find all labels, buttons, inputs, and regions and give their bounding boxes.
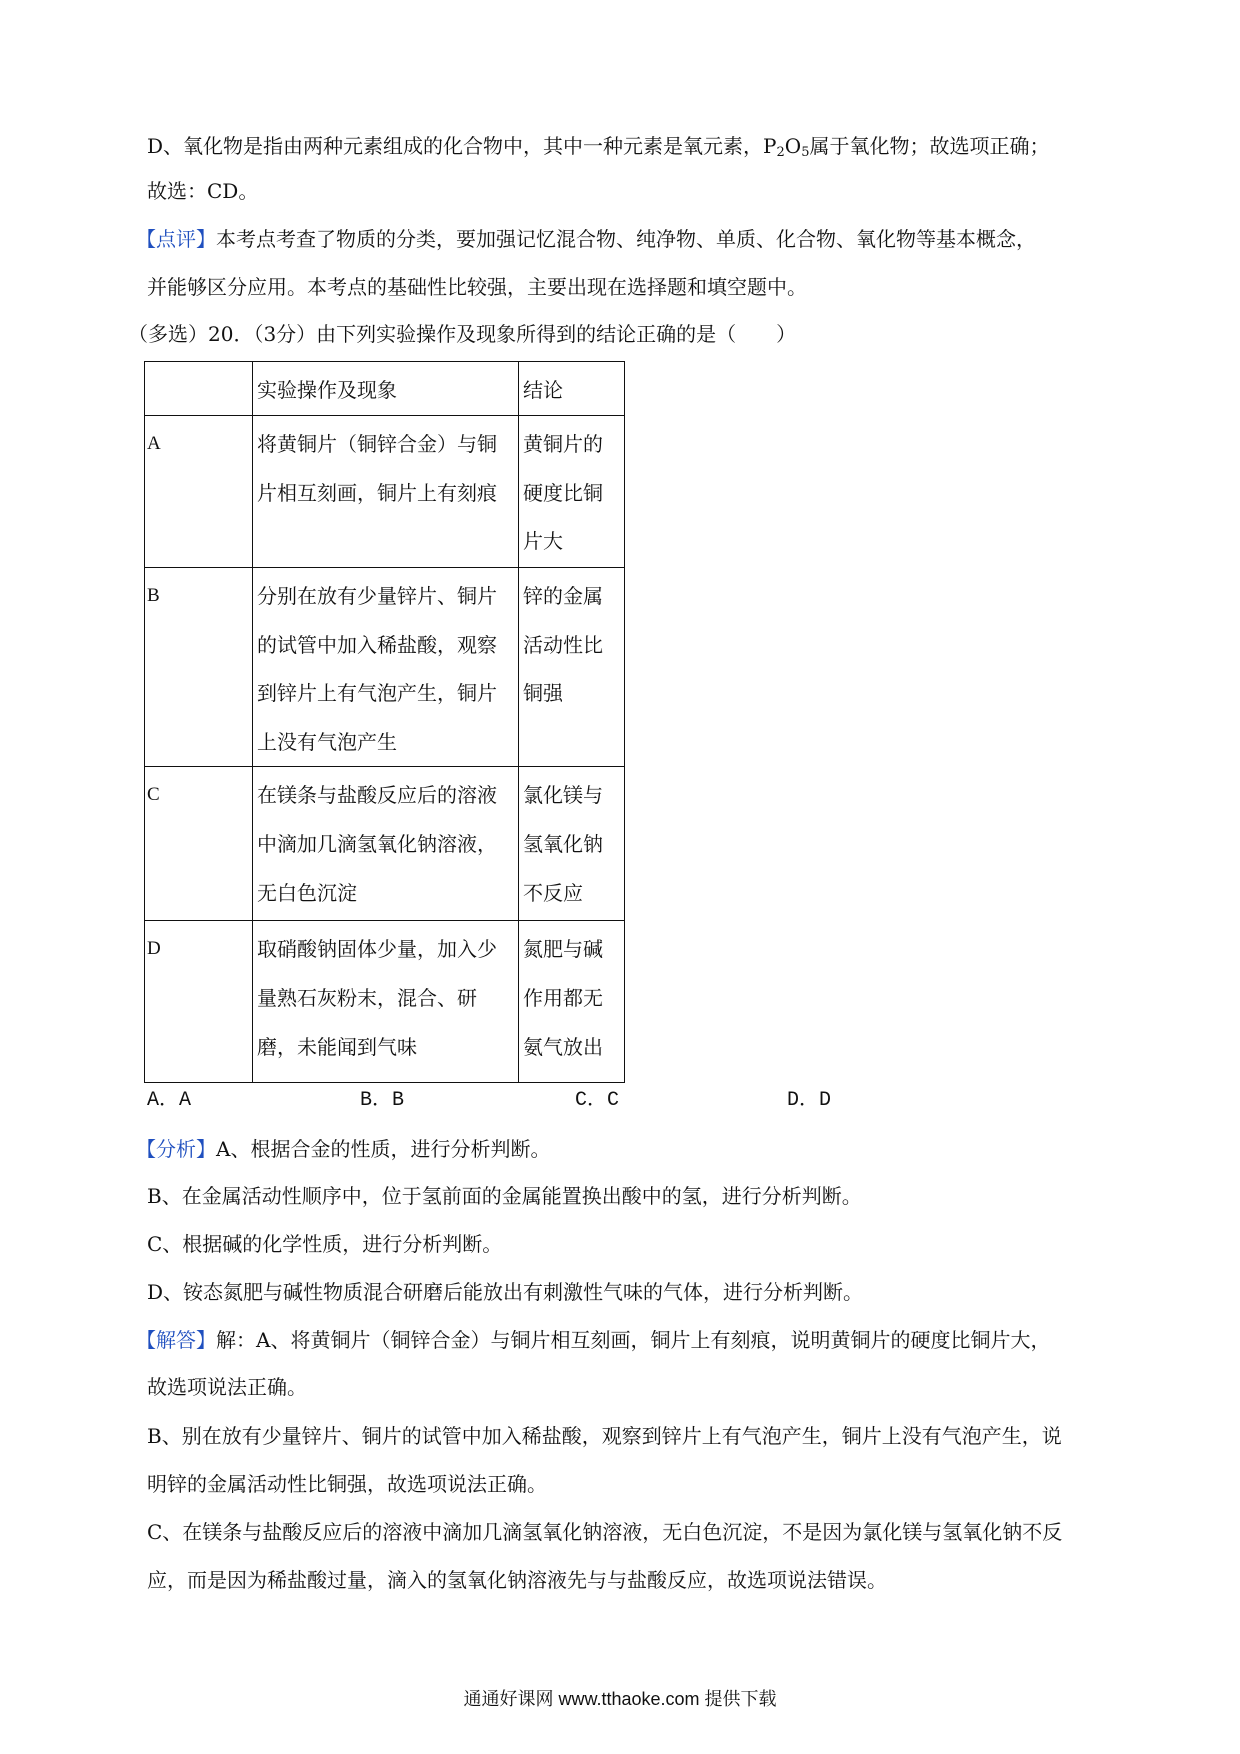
table-row <box>145 921 625 1083</box>
text-part: 属于氧化物；故选项正确； <box>809 134 1050 158</box>
row-label: C <box>145 767 253 921</box>
solution-b-line-1: B、别在放有少量锌片、铜片的试管中加入稀盐酸，观察到锌片上有气泡产生，铜片上没有气泡产生，说 <box>147 1424 1062 1448</box>
solution-text: 解：A、将黄铜片（铜锌合金）与铜片相互刻画，铜片上有刻痕，说明黄铜片的硬度比铜片大， <box>216 1328 1051 1352</box>
analysis-paragraph <box>136 1135 550 1163</box>
solution-c-line-2: 应，而是因为稀盐酸过量，滴入的氢氧化钠溶液先与与盐酸反应，故选项说法错误。 <box>147 1568 887 1592</box>
text-part: D、氧化物是指由两种元素组成的化合物中，其中一种元素是氧元素，P <box>147 134 777 158</box>
experiment-table <box>144 361 625 1083</box>
solution-tag: 【解答】 <box>136 1328 216 1352</box>
solution-a-line-2: 故选项说法正确。 <box>147 1375 307 1399</box>
row-conclusion: 氯化镁与氢氧化钠不反应 <box>519 767 625 921</box>
solution-paragraph <box>136 1326 1050 1354</box>
comment-text: 本考点考查了物质的分类，要加强记忆混合物、纯净物、单质、化合物、氧化物等基本概念， <box>216 227 1036 251</box>
row-label: B <box>145 568 253 767</box>
subscript: 5 <box>801 145 810 160</box>
row-operation: 分别在放有少量锌片、铜片的试管中加入稀盐酸，观察到锌片上有气泡产生，铜片上没有气泡产生 <box>253 568 519 767</box>
question-stem: （多选）20．（3分）由下列实验操作及现象所得到的结论正确的是（ ） <box>128 322 797 346</box>
analysis-tag: 【分析】 <box>136 1137 216 1161</box>
table-row <box>145 767 625 921</box>
option-c: C．C <box>575 1089 620 1112</box>
row-operation: 在镁条与盐酸反应后的溶液中滴加几滴氢氧化钠溶液，无白色沉淀 <box>253 767 519 921</box>
row-conclusion: 黄铜片的硬度比铜片大 <box>519 416 625 568</box>
table-header-row <box>145 362 625 416</box>
comment-line-2: 并能够区分应用。本考点的基础性比较强，主要出现在选择题和填空题中。 <box>147 275 807 299</box>
solution-c-line-1: C、在镁条与盐酸反应后的溶液中滴加几滴氢氧化钠溶液，无白色沉淀，不是因为氯化镁与氢氧化钠不反 <box>147 1520 1063 1544</box>
row-operation: 取硝酸钠固体少量，加入少量熟石灰粉末，混合、研磨，未能闻到气味 <box>253 921 519 1083</box>
row-label: A <box>145 416 253 568</box>
page-footer: 通通好课网 www.tthaoke.com 提供下载 <box>463 1689 777 1709</box>
option-d-explanation <box>147 132 1049 167</box>
prev-answer: 故选：CD。 <box>147 179 259 203</box>
row-conclusion: 氮肥与碱作用都无氨气放出 <box>519 921 625 1083</box>
subscript: 2 <box>776 145 785 160</box>
header-empty <box>145 362 253 416</box>
header-conclusion: 结论 <box>519 362 625 416</box>
row-conclusion: 锌的金属活动性比铜强 <box>519 568 625 767</box>
analysis-text: A、根据合金的性质，进行分析判断。 <box>216 1137 551 1161</box>
analysis-line-d: D、铵态氮肥与碱性物质混合研磨后能放出有刺激性气味的气体，进行分析判断。 <box>147 1280 864 1304</box>
solution-b-line-2: 明锌的金属活动性比铜强，故选项说法正确。 <box>147 1472 547 1496</box>
row-operation: 将黄铜片（铜锌合金）与铜片相互刻画，铜片上有刻痕 <box>253 416 519 568</box>
analysis-line-b: B、在金属活动性顺序中，位于氢前面的金属能置换出酸中的氢，进行分析判断。 <box>147 1184 862 1208</box>
comment-tag: 【点评】 <box>136 227 216 251</box>
option-a: A．A <box>147 1089 192 1112</box>
row-label: D <box>145 921 253 1083</box>
analysis-line-c: C、根据碱的化学性质，进行分析判断。 <box>147 1232 503 1256</box>
header-operation: 实验操作及现象 <box>253 362 519 416</box>
text-part: O <box>784 134 802 158</box>
comment-paragraph <box>136 225 1036 253</box>
table-row <box>145 416 625 568</box>
option-b: B．B <box>360 1089 405 1112</box>
option-d: D．D <box>787 1089 832 1112</box>
table-row <box>145 568 625 767</box>
